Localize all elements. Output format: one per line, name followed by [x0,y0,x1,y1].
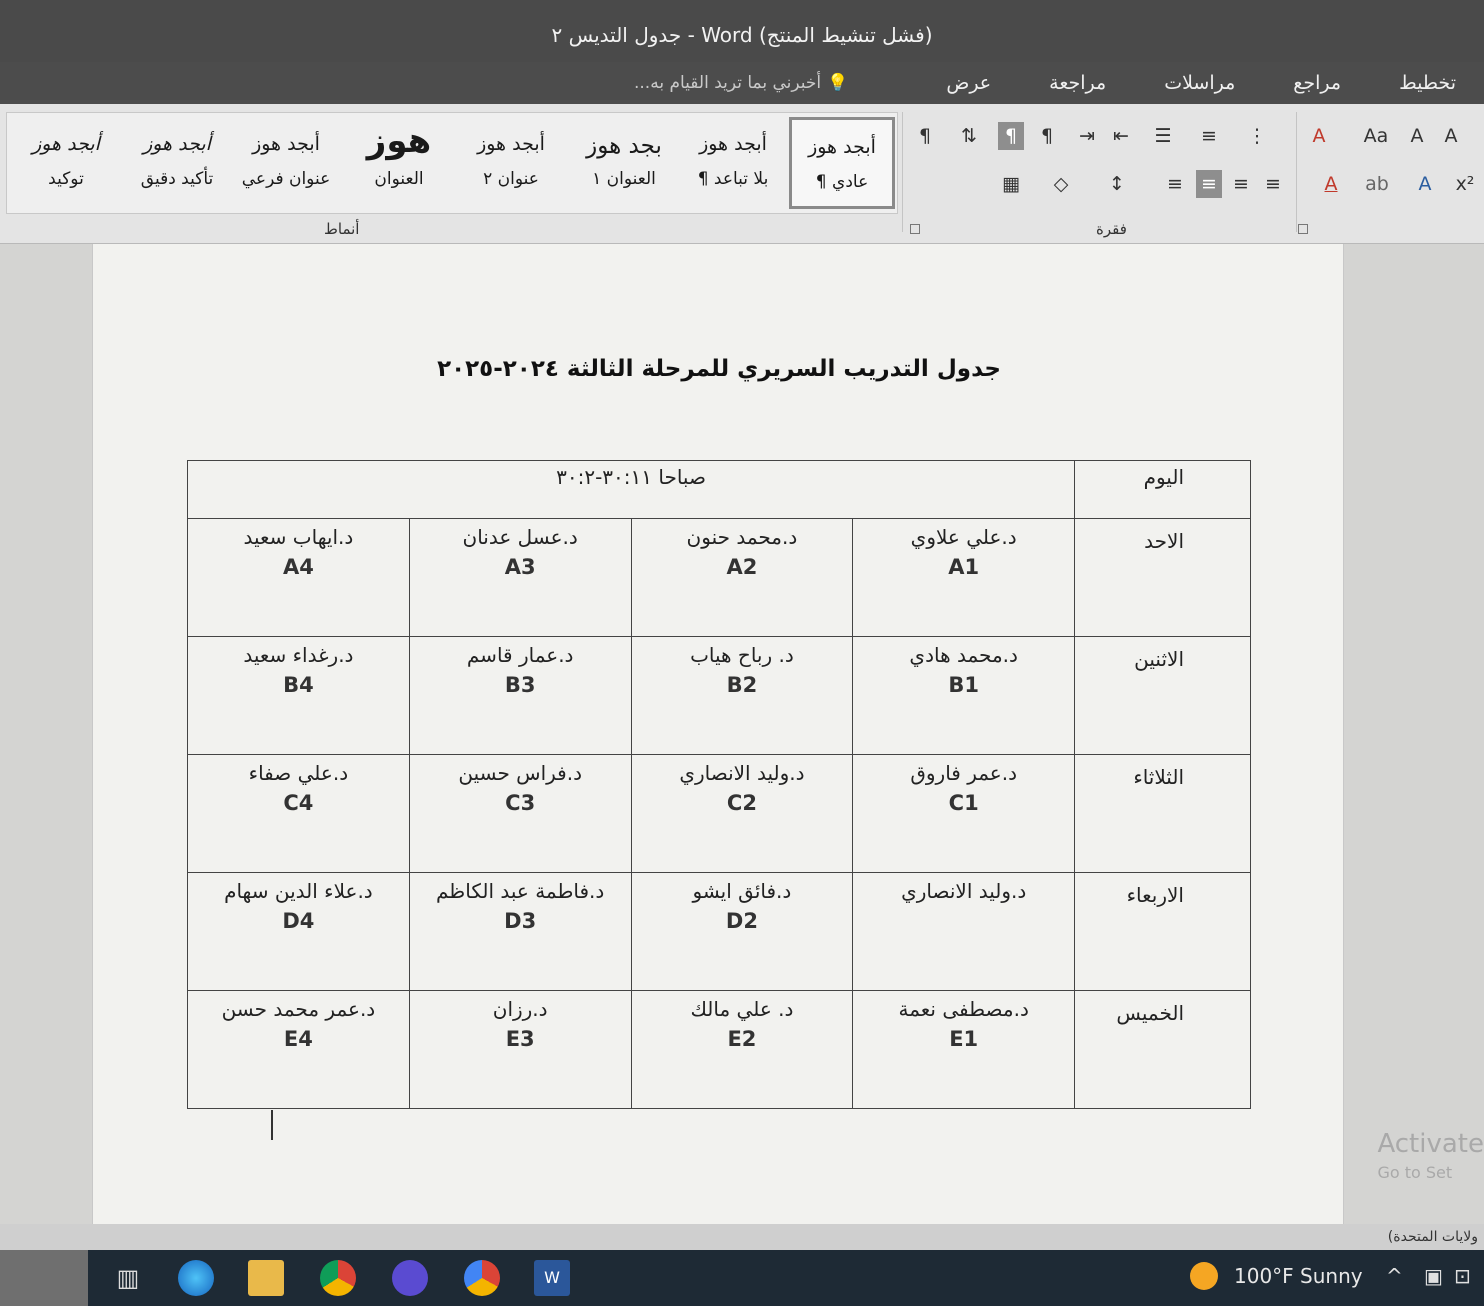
document-title: جدول التدريب السريري للمرحلة الثالثة ٢٠٢٤-٢٠٢٥ [437,356,1001,382]
word-icon[interactable]: W [534,1260,570,1296]
group-divider [1296,112,1297,232]
day-cell: الاحد [1075,519,1251,637]
table-row [188,637,1251,755]
taskbar [88,1250,1484,1306]
styles-group-label: أنماط [324,220,360,238]
doctor-name: د.عمار قاسم [466,643,574,667]
align-left-icon[interactable]: ≡ [1265,173,1281,195]
group-code: D2 [725,909,758,933]
style-heading-2[interactable] [459,117,563,209]
chrome-icon[interactable] [320,1260,356,1296]
group-cell [631,755,853,873]
group-cell [631,873,853,991]
show-formatting-marks-icon[interactable]: ¶ [918,125,932,147]
clear-formatting-icon[interactable]: A [1312,125,1326,147]
chrome-profile-icon[interactable] [464,1260,500,1296]
group-code: E3 [505,1027,535,1051]
style-name: عنوان ٢ [483,169,539,189]
superscript-icon[interactable]: x² [1455,173,1475,195]
text-effects-icon[interactable]: A [1418,173,1432,195]
increase-indent-icon[interactable]: ⇥ [1079,125,1095,147]
tell-me-box[interactable] [634,73,848,93]
day-header: اليوم [1075,461,1251,519]
group-cell [853,755,1075,873]
tab-layout[interactable]: تخطيط [1399,72,1456,94]
style-name: تأكيد دقيق [140,169,214,189]
style-sample: أبجد هوز [143,133,211,155]
style-sample: أبجد هوز [477,133,545,155]
style-subtle-emphasis[interactable] [125,117,229,209]
style-name: العنوان [374,169,424,189]
activate-windows-watermark [1377,1129,1484,1182]
grow-font-icon[interactable]: A [1444,125,1458,147]
group-code: A1 [948,555,980,579]
group-cell [631,637,853,755]
style-sample: هوز [366,121,432,161]
right-to-left-icon[interactable]: ¶ [998,122,1024,150]
group-code: D4 [282,909,315,933]
doctor-name: د.علي صفاء [248,761,349,785]
change-case-button[interactable]: Aa [1363,125,1389,147]
meet-now-icon[interactable]: ▣ [1424,1264,1443,1288]
table-row [188,519,1251,637]
group-cell [409,873,631,991]
group-cell [853,873,1075,991]
group-code: E2 [727,1027,757,1051]
group-cell [409,991,631,1109]
doctor-name: د.ايهاب سعيد [243,525,354,549]
style-name: العنوان ١ [592,169,656,189]
sort-icon[interactable]: ⇅ [961,125,977,147]
style-sample: بجد هوز [586,133,662,159]
doctor-name: د.عسل عدنان [462,525,578,549]
watermark-line1: Activate [1377,1129,1484,1159]
paragraph-dialog-launcher-icon[interactable] [1298,224,1308,234]
window-title: جدول التديس ٢ - Word (فشل تنشيط المنتج) [551,23,933,47]
font-color-icon[interactable]: A [1324,173,1338,195]
group-code: A2 [726,555,758,579]
day-cell: الاثنين [1075,637,1251,755]
group-cell [409,519,631,637]
center-icon[interactable]: ≡ [1233,173,1249,195]
group-divider [902,112,903,232]
group-code: C3 [505,791,536,815]
doctor-name: د.علي علاوي [910,525,1017,549]
viber-icon[interactable] [392,1260,428,1296]
group-cell [188,873,410,991]
style-title[interactable] [345,117,453,209]
justify-icon[interactable]: ≡ [1167,173,1183,195]
group-cell [409,637,631,755]
group-code: E1 [949,1027,979,1051]
style-no-spacing[interactable] [683,117,783,209]
group-cell [188,755,410,873]
document-area [0,244,1484,1224]
task-view-icon[interactable]: ▥ [116,1264,140,1292]
group-cell [853,991,1075,1109]
multilevel-list-icon[interactable]: ☰ [1154,125,1172,147]
group-cell [188,991,410,1109]
weather-text[interactable]: 100°F Sunny [1234,1264,1363,1288]
group-cell [853,519,1075,637]
borders-icon[interactable]: ▦ [1002,173,1020,195]
style-sample: أبجد هوز [808,136,876,158]
align-right-icon[interactable]: ≡ [1196,170,1222,198]
style-emphasis[interactable] [13,117,119,209]
ribbon [0,104,1484,244]
table-header-row [188,461,1251,519]
tab-references[interactable]: مراجع [1293,72,1342,94]
schedule-table [187,460,1251,1109]
group-cell [631,519,853,637]
chevron-up-icon[interactable]: ^ [1386,1264,1403,1288]
weather-sun-icon[interactable] [1190,1262,1218,1290]
paragraph-group-label: فقرة [1096,220,1127,238]
tab-view[interactable]: عرض [946,72,992,94]
style-name: توكيد [48,169,84,189]
group-cell [188,637,410,755]
window-title-bar [0,0,1484,62]
decrease-indent-icon[interactable]: ⇤ [1113,125,1129,147]
watermark-line2: Go to Set [1377,1163,1453,1182]
group-code: B3 [504,673,536,697]
tab-mailings[interactable]: مراسلات [1164,72,1236,94]
group-cell [631,991,853,1109]
doctor-name: د.مصطفى نعمة [898,997,1029,1021]
left-to-right-icon[interactable]: ¶ [1040,125,1054,147]
doctor-name: د.وليد الانصاري [901,879,1027,903]
doctor-name: د.محمد حنون [686,525,798,549]
highlight-icon[interactable]: ab [1365,173,1389,195]
ribbon-tabs [0,62,1484,104]
text-cursor [271,1110,273,1140]
page[interactable] [92,244,1344,1224]
doctor-name: د.فائق ايشو [692,879,792,903]
style-subtitle[interactable] [233,117,339,209]
style-name: ¶ عادي [815,172,869,192]
time-header: صباحا ٣٠:١١-٣٠:٢ [188,461,1075,519]
style-sample: أبجد هوز [32,133,100,155]
doctor-name: د.علاء الدين سهام [224,879,373,903]
group-code: C2 [726,791,757,815]
styles-gallery [6,112,898,214]
numbering-icon[interactable]: ≡ [1201,125,1217,147]
doctor-name: د.فراس حسين [458,761,582,785]
doctor-name: د.رغداء سعيد [243,643,354,667]
group-code: C4 [283,791,314,815]
bullets-icon[interactable]: ⋮ [1247,125,1267,147]
doctor-name: د.عمر فاروق [910,761,1017,785]
group-code: B4 [283,673,314,697]
group-code: B2 [726,673,758,697]
style-sample: أبجد هوز [252,133,320,155]
day-cell: الثلاثاء [1075,755,1251,873]
language-indicator[interactable]: ولايات المتحدة) [1387,1229,1478,1245]
style-sample: أبجد هوز [699,133,767,155]
group-cell [853,637,1075,755]
group-code: E4 [283,1027,313,1051]
table-row [188,873,1251,991]
style-heading-1[interactable] [569,117,679,209]
network-icon[interactable]: ⊡ [1454,1264,1471,1288]
status-bar [0,1224,1484,1250]
day-cell: الخميس [1075,991,1251,1109]
file-explorer-icon[interactable] [248,1260,284,1296]
shrink-font-icon[interactable]: A [1410,125,1424,147]
doctor-name: د. علي مالك [690,997,794,1021]
doctor-name: د.محمد هادي [909,643,1018,667]
doctor-name: د.رزان [492,997,548,1021]
group-cell [188,519,410,637]
group-code: B1 [948,673,979,697]
group-code: A3 [504,555,536,579]
group-cell [409,755,631,873]
doctor-name: د.فاطمة عبد الكاظم [436,879,605,903]
doctor-name: د. رباح هياب [690,643,794,667]
edge-icon[interactable] [178,1260,214,1296]
table-row [188,755,1251,873]
tab-review[interactable]: مراجعة [1049,72,1107,94]
group-code: C1 [948,791,979,815]
group-code: D3 [504,909,537,933]
lightbulb-icon: 💡 [827,73,849,93]
doctor-name: د.وليد الانصاري [679,761,805,785]
line-spacing-icon[interactable]: ↕ [1109,173,1125,195]
group-code: A4 [282,555,314,579]
styles-dialog-launcher-icon[interactable] [910,224,920,234]
style-name: عنوان فرعي [241,169,331,189]
shading-icon[interactable]: ◇ [1053,173,1069,195]
doctor-name: د.عمر محمد حسن [221,997,376,1021]
style-normal[interactable] [789,117,895,209]
tell-me-placeholder: أخبرني بما تريد القيام به... [634,73,822,93]
style-name: ¶ بلا تباعد [697,169,769,189]
day-cell: الاربعاء [1075,873,1251,991]
table-row [188,991,1251,1109]
